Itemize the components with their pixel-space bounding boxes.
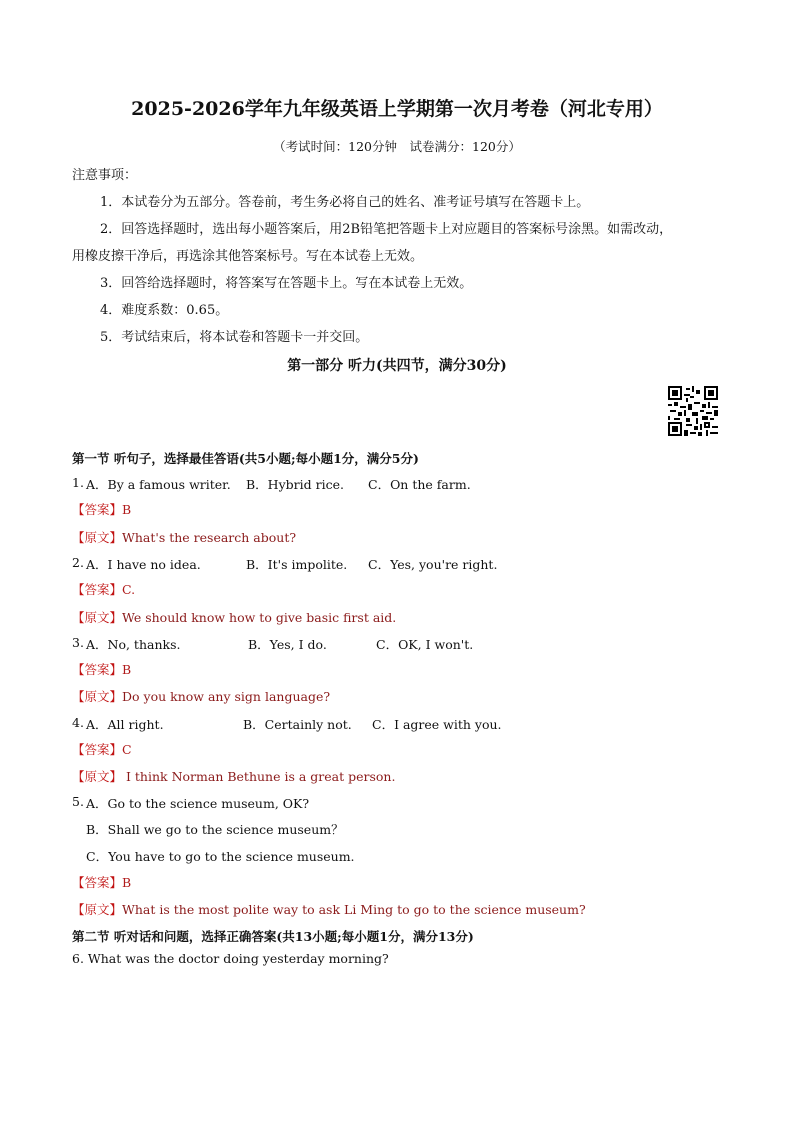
answer-value: C	[122, 742, 132, 757]
question-6: 6. What was the doctor doing yesterday morning?	[72, 951, 389, 966]
option-b: B．Certainly not.	[243, 717, 352, 732]
answer-line	[72, 660, 131, 678]
question-number: 1.	[72, 475, 84, 490]
answer-label: 【答案】	[72, 662, 123, 677]
notice-item: 2．回答选择题时，选出每小题答案后，用2B铅笔把答题卡上对应题目的答案标号涂黑。如需改动，	[100, 222, 673, 237]
original-text: We should know how to give basic first aid.	[122, 610, 397, 625]
option-a: A．Go to the science museum, OK?	[86, 796, 310, 811]
original-label: 【原文】	[72, 610, 123, 625]
page-subtitle: （考试时间：120分钟 试卷满分：120分）	[273, 139, 521, 154]
original-text: What is the most polite way to ask Li Ming to go to the science museum?	[122, 902, 586, 917]
question-number: 4.	[72, 715, 84, 730]
original-text: I think Norman Bethune is a great person.	[122, 769, 396, 784]
original-text: What's the research about?	[122, 530, 297, 545]
original-label: 【原文】	[72, 530, 123, 545]
answer-line	[72, 500, 131, 518]
original-line	[72, 528, 296, 546]
original-line	[72, 767, 395, 785]
answer-value: B	[122, 502, 132, 517]
option-b: B．Yes, I do.	[248, 637, 327, 652]
answer-line	[72, 740, 132, 758]
qr-code-icon	[668, 386, 718, 436]
original-line	[72, 900, 586, 918]
original-text: Do you know any sign language?	[122, 689, 331, 704]
option-c: C．Yes, you're right.	[368, 557, 498, 572]
option-b: B．Hybrid rice.	[246, 477, 344, 492]
option-a: A．No, thanks.	[86, 637, 181, 652]
answer-label: 【答案】	[72, 875, 123, 890]
section-title: 第一节 听句子，选择最佳答语(共5小题;每小题1分，满分5分)	[72, 451, 419, 466]
answer-value: B	[122, 662, 132, 677]
notice-item: 用橡皮擦干净后，再选涂其他答案标号。写在本试卷上无效。	[72, 249, 424, 264]
notice-item: 3．回答给选择题时，将答案写在答题卡上。写在本试卷上无效。	[100, 276, 473, 291]
option-c: C．I agree with you.	[372, 717, 502, 732]
original-label: 【原文】	[72, 769, 123, 784]
option-b: B．Shall we go to the science museum？	[86, 822, 344, 837]
section-title: 第二节 听对话和问题，选择正确答案(共13小题;每小题1分，满分13分)	[72, 929, 474, 944]
option-c: C．OK, I won't.	[376, 637, 474, 652]
answer-label: 【答案】	[72, 502, 123, 517]
answer-label: 【答案】	[72, 742, 123, 757]
option-c: C．On the farm.	[368, 477, 471, 492]
original-label: 【原文】	[72, 689, 123, 704]
answer-line	[72, 873, 131, 891]
original-line	[72, 608, 396, 626]
page-title: 2025-2026学年九年级英语上学期第一次月考卷（河北专用）	[131, 98, 663, 120]
notice-item: 1．本试卷分为五部分。答卷前，考生务必将自己的姓名、准考证号填写在答题卡上。	[100, 195, 590, 210]
option-a: A．I have no idea.	[86, 557, 201, 572]
question-number: 2.	[72, 555, 84, 570]
original-line	[72, 687, 330, 705]
option-c: C．You have to go to the science museum.	[86, 849, 355, 864]
option-a: A．All right.	[86, 717, 164, 732]
question-number: 5.	[72, 794, 84, 809]
answer-label: 【答案】	[72, 582, 123, 597]
answer-value: B	[122, 875, 132, 890]
notice-item: 4．难度系数：0.65。	[100, 303, 229, 318]
option-b: B．It's impolite.	[246, 557, 348, 572]
answer-value: C.	[122, 582, 136, 597]
option-a: A．By a famous writer.	[86, 477, 231, 492]
notice-item: 5．考试结束后，将本试卷和答题卡一并交回。	[100, 330, 369, 345]
part-title: 第一部分 听力(共四节，满分30分)	[287, 358, 507, 374]
notice-heading: 注意事项：	[72, 168, 138, 183]
original-label: 【原文】	[72, 902, 123, 917]
question-number: 3.	[72, 635, 84, 650]
answer-line	[72, 580, 135, 598]
